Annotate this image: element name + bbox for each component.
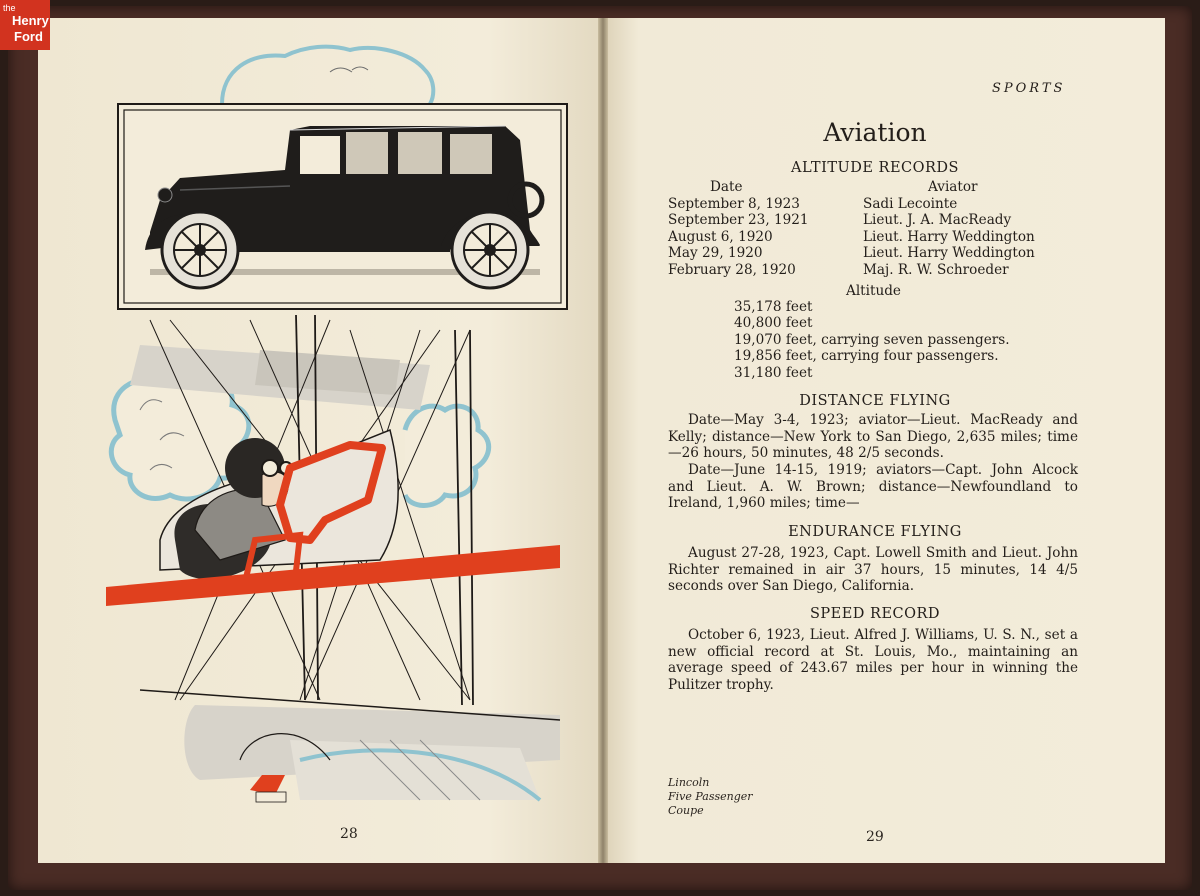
list-item: 40,800 feet bbox=[734, 315, 813, 332]
list-item: August 6, 1920 bbox=[668, 228, 773, 245]
list-item: 35,178 feet bbox=[734, 299, 813, 315]
list-item: Lieut. Harry Weddington bbox=[863, 228, 1035, 245]
list-item: Sadi Lecointe bbox=[863, 196, 958, 212]
distance-heading: DISTANCE FLYING bbox=[799, 393, 951, 409]
list-item: September 23, 1921 bbox=[668, 212, 809, 229]
list-item: Lieut. J. A. MacReady bbox=[863, 212, 1012, 229]
car-caption: Lincoln Five Passenger Coupe bbox=[668, 776, 753, 817]
speed-paragraph: October 6, 1923, Lieut. Alfred J. Williams, U. S. N., set a new official record at St. Louis, Mo., maintaining an average speed of 243.67 miles per hour in winning the Pulitzer trophy. bbox=[668, 627, 1078, 693]
list-item: Maj. R. W. Schroeder bbox=[863, 261, 1009, 278]
running-head: SPORTS bbox=[992, 81, 1066, 96]
altitude-heading: ALTITUDE RECORDS bbox=[791, 160, 959, 176]
right-page-number: 29 bbox=[866, 829, 884, 845]
endurance-paragraph: August 27-28, 1923, Capt. Lowell Smith and Lieut. John Richter remained in air 37 hours, 15 minutes, 14 4/5 seconds over San Diego, California. bbox=[668, 545, 1078, 595]
distance-paragraph-2: Date—June 14-15, 1919; aviators—Capt. John Alcock and Lieut. A. W. Brown; distance—Newfoundland to Ireland, 1,960 miles; time— bbox=[668, 462, 1078, 512]
distance-paragraph-1: Date—May 3-4, 1923; aviator—Lieut. MacReady and Kelly; distance—New York to San Diego, 2,635 miles; time—26 hours, 50 minutes, 48 2/5 seconds. bbox=[668, 412, 1078, 462]
list-item: 19,856 feet, carrying four passengers. bbox=[734, 348, 999, 365]
altitude-dates bbox=[668, 196, 809, 278]
page-title: Aviation bbox=[823, 118, 927, 147]
endurance-heading: ENDURANCE FLYING bbox=[788, 524, 962, 540]
left-page-number: 28 bbox=[340, 826, 358, 842]
airplane-illustration bbox=[106, 315, 560, 802]
altitude-aviators bbox=[863, 196, 1035, 278]
altitude-column-header: Altitude bbox=[846, 283, 901, 299]
list-item: 19,070 feet, carrying seven passengers. bbox=[734, 331, 1010, 348]
list-item: February 28, 1920 bbox=[668, 261, 796, 278]
car-illustration bbox=[118, 104, 567, 309]
date-column-header: Date bbox=[710, 179, 743, 195]
list-item: September 8, 1923 bbox=[668, 196, 800, 212]
front-wheel bbox=[162, 212, 238, 288]
list-item: Lieut. Harry Weddington bbox=[863, 245, 1035, 262]
aviator-column-header: Aviator bbox=[928, 179, 978, 195]
sky-cloud-top bbox=[222, 47, 433, 104]
rear-wheel bbox=[452, 212, 528, 288]
altitude-values bbox=[734, 299, 1010, 381]
list-item: 31,180 feet bbox=[734, 364, 813, 381]
speed-heading: SPEED RECORD bbox=[809, 606, 941, 622]
list-item: May 29, 1920 bbox=[668, 245, 763, 262]
henry-ford-logo: the Henry Ford bbox=[0, 0, 50, 50]
